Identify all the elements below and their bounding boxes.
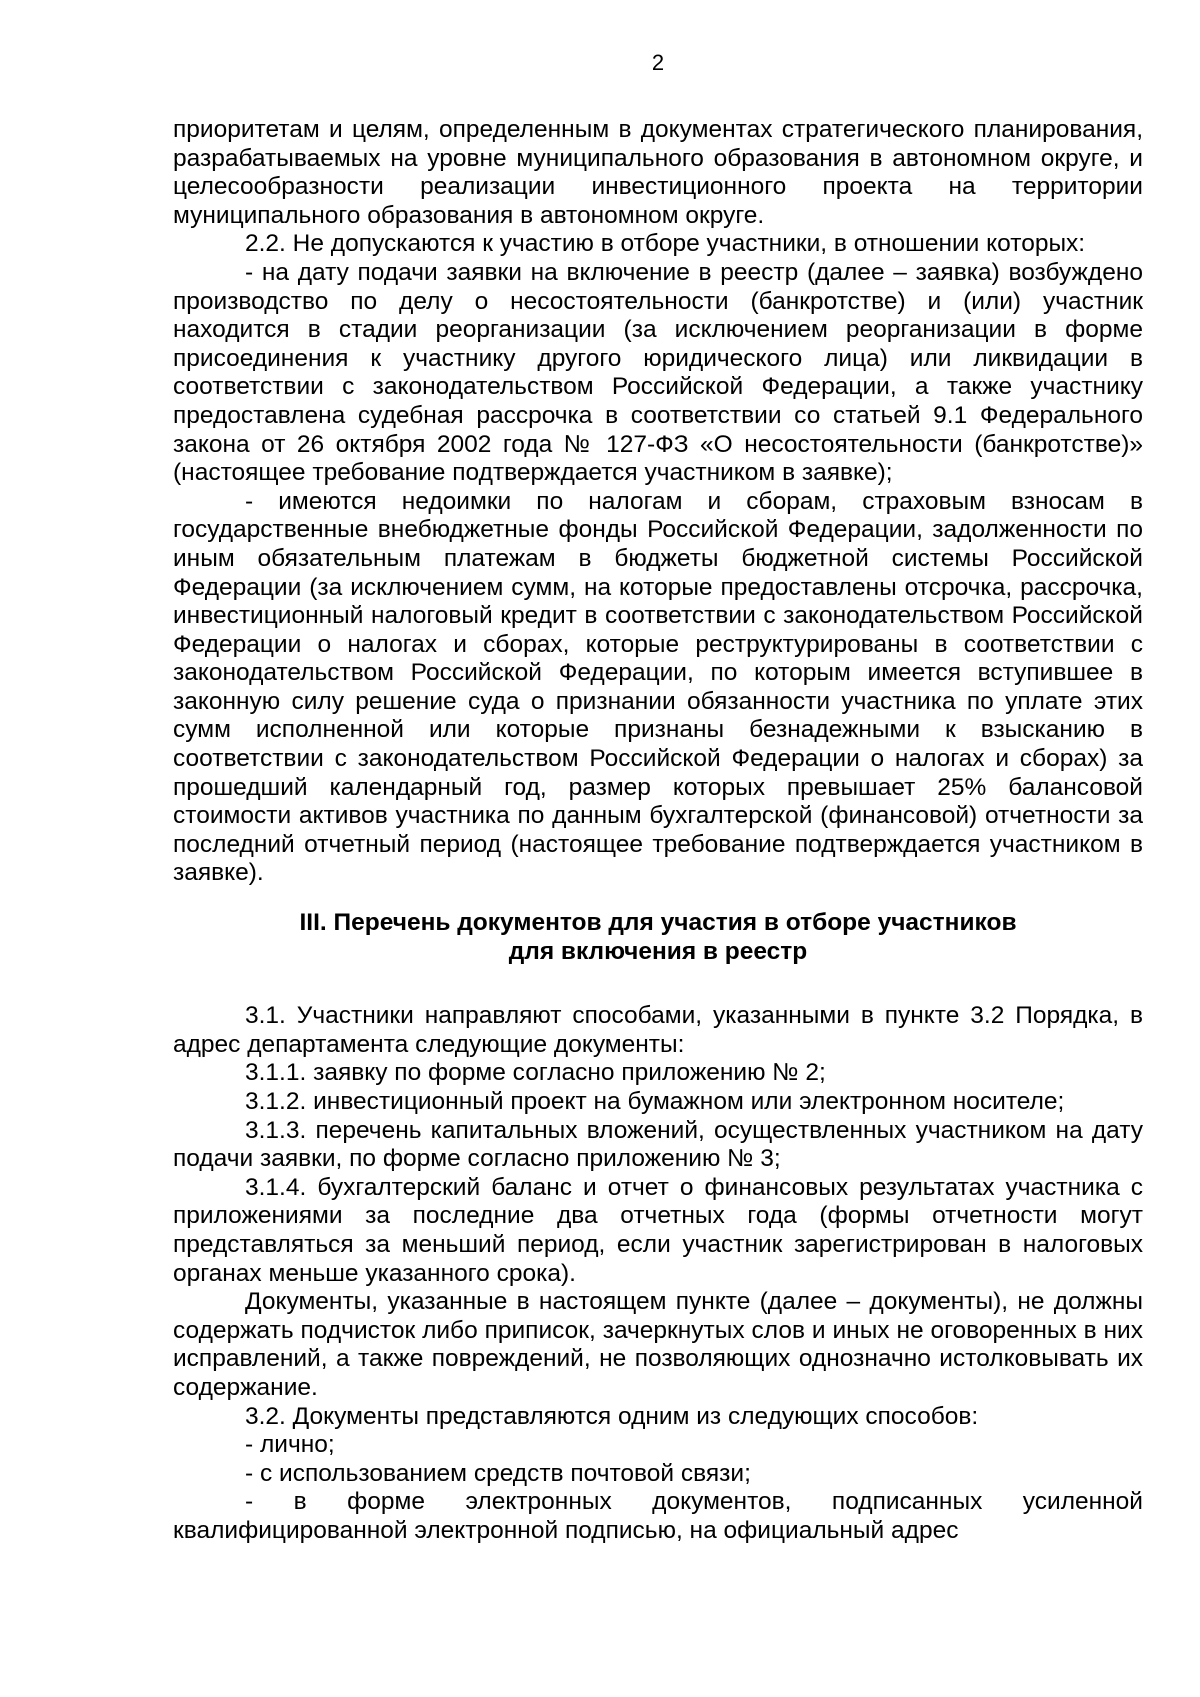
section-3-heading-line-2: для включения в реестр (508, 937, 808, 965)
document-page (173, 50, 1143, 1546)
paragraph-3-2-method-post: - с использованием средств почтовой связи; (245, 1459, 751, 1487)
paragraph-3-2: 3.2. Документы представляются одним из следующих способов: (245, 1402, 979, 1430)
paragraph-documents-requirements: Документы, указанные в настоящем пункте (далее – документы), не должны содержать подчисток либо приписок, зачеркнутых слов и иных не оговоренных в них исправлений, а также повреждений, не позволяющих однозначно истолковывать их содержание. (173, 1288, 1143, 1401)
paragraph-3-1-2: 3.1.2. инвестиционный проект на бумажном или электронном носителе; (245, 1088, 1065, 1115)
section-3-heading (173, 909, 1143, 966)
paragraph-3-2-method-in-person: - лично; (245, 1431, 335, 1459)
paragraph-3-1-3: 3.1.3. перечень капитальных вложений, осуществленных участником на дату подачи заявки, по форме согласно приложению № 3; (173, 1116, 1143, 1173)
section-3-heading-line-1: III. Перечень документов для участия в отборе участников (299, 909, 1017, 937)
paragraph-3-2-method-electronic: - в форме электронных документов, подписанных усиленной квалифицированной электронной подписью, на официальный адрес (173, 1488, 1143, 1544)
paragraph-3-1-1: 3.1.1. заявку по форме согласно приложению № 2; (245, 1059, 826, 1087)
paragraph-2-2: 2.2. Не допускаются к участию в отборе участники, в отношении которых: (245, 230, 1086, 258)
page-number: 2 (651, 50, 665, 75)
paragraph-2-2-bullet-1: - на дату подачи заявки на включение в реестр (далее – заявка) возбуждено производство по делу о несостоятельности (банкротстве) и (или) участник находится в стадии реорганизации (за исключением реорганизации в форме присоединения к участнику другого юридического лица) или ликвидации в соответствии с законодательством Российской Федерации, а также участнику предоставлена судебная рассрочка в соответствии со статьей 9.1 Федерального закона от 26 октября 2002 года № 127-ФЗ «О несостоятельности (банкротстве)» (настоящее требование подтверждается участником в заявке); (173, 258, 1143, 487)
paragraph-2-2-bullet-2: - имеются недоимки по налогам и сборам, страховым взносам в государственные внебюджетные фонды Российской Федерации, задолженности по иным обязательным платежам в бюджеты бюджетной системы Российской Федерации (за исключением сумм, на которые предоставлены отсрочка, рассрочка, инвестиционный налоговый кредит в соответствии с законодательством Российской Федерации о налогах и сборах, которые реструктурированы в соответствии с законодательством Российской Федерации, по которым имеется вступившее в законную силу решение суда о признании обязанности участника по уплате этих сумм исполненной или которые признаны безнадежными к взысканию в соответствии с законодательством Российской Федерации о налогах и сборах) за прошедший календарный год, размер которых превышает 25% балансовой стоимости активов участника по данным бухгалтерской (финансовой) отчетности за последний отчетный период (настоящее требование подтверждается участником в заявке). (173, 487, 1143, 887)
paragraph-3-1-4: 3.1.4. бухгалтерский баланс и отчет о финансовых результатах участника с приложениями за последние два отчетных года (формы отчетности могут представляться за меньший период, если участник зарегистрирован в налоговых органах меньше указанного срока). (173, 1173, 1143, 1287)
paragraph-continuation: приоритетам и целям, определенным в документах стратегического планирования, разрабатываемых на уровне муниципального образования в автономном округе, и целесообразности реализации инвестиционного проекта на территории муниципального образования в автономном округе. (173, 116, 1143, 229)
paragraph-3-1: 3.1. Участники направляют способами, указанными в пункте 3.2 Порядка, в адрес департамента следующие документы: (173, 1002, 1143, 1058)
